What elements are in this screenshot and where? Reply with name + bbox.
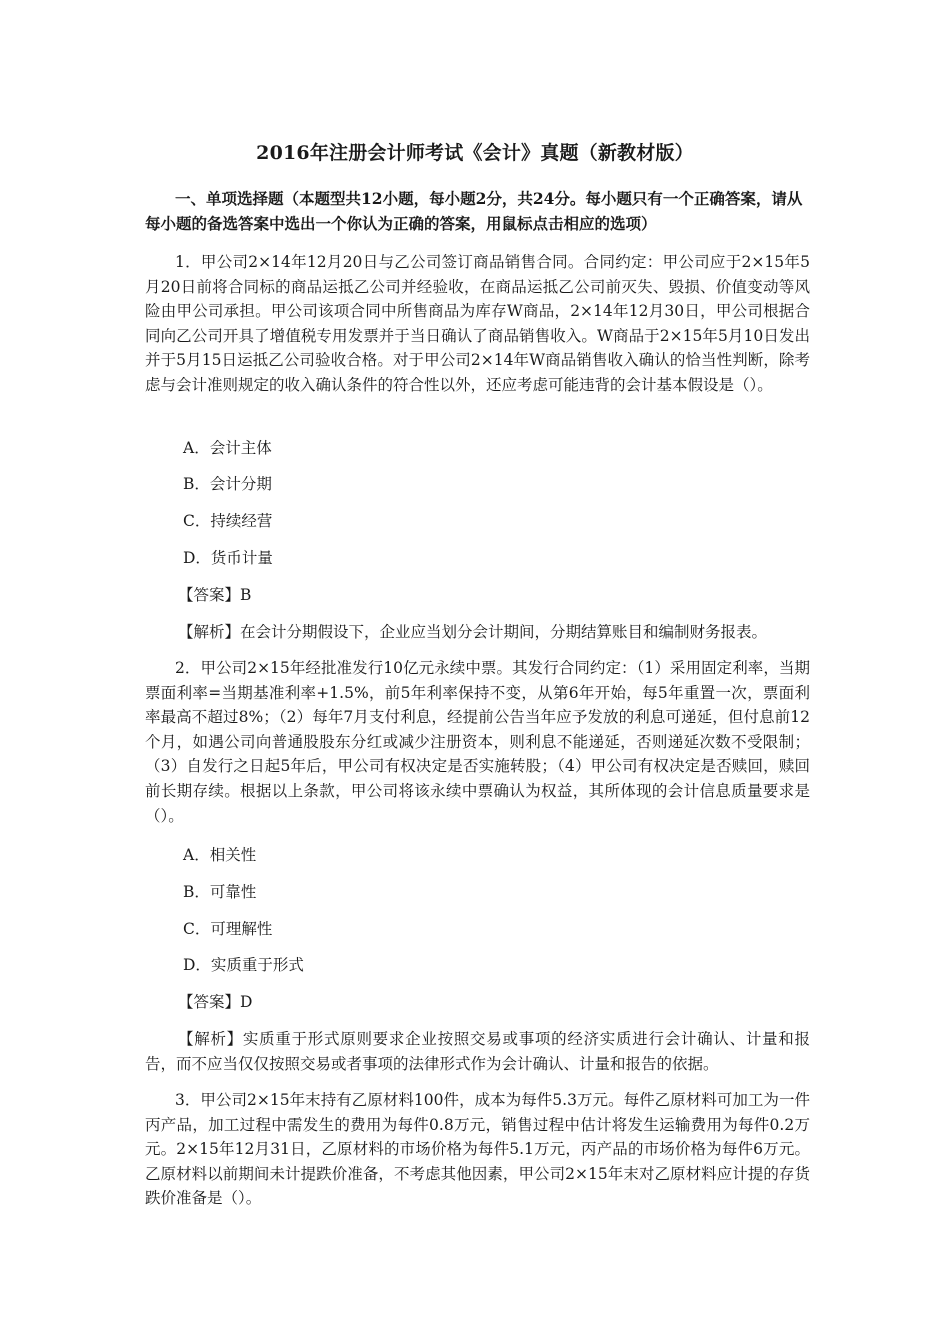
question-1-option-a: A．会计主体 (183, 439, 272, 457)
question-3-stem: 3．甲公司2×15年末持有乙原材料100件，成本为每件5.3万元。每件乙原材料可加工为一件丙产品，加工过程中需发生的费用为每件0.8万元，销售过程中估计将发生运输费用为每件0.2万元。2×15年12月31日，乙原材料的市场价格为每件5.1万元，丙产品的市场价格为每件6万元。乙原材料以前期间未计提跌价准备，不考虑其他因素，甲公司2×15年末对乙原材料应计提的存货跌价准备是（）。 (145, 1091, 810, 1208)
question-2-stem: 2．甲公司2×15年经批准发行10亿元永续中票。其发行合同约定：（1）采用固定利率，当期票面利率=当期基准利率+1.5%，前5年利率保持不变，从第6年开始，每5年重置一次，票面利率最高不超过8%；（2）每年7月支付利息，经提前公告当年应予发放的利息可递延，但付息前12个月，如遇公司向普通股股东分红或减少注册资本，则利息不能递延，否则递延次数不受限制；（3）自发行之日起5年后，甲公司有权决定是否实施转股；（4）甲公司有权决定是否赎回，赎回前长期存续。根据以上条款，甲公司将该永续中票确认为权益，其所体现的会计信息质量要求是（）。 (145, 659, 810, 825)
question-2-option-b: B．可靠性 (183, 883, 257, 901)
document-title: 2016年注册会计师考试《会计》真题（新教材版） (256, 142, 694, 164)
question-1-stem: 1．甲公司2×14年12月20日与乙公司签订商品销售合同。合同约定：甲公司应于2×15年5月20日前将合同标的商品运抵乙公司并经验收，在商品运抵乙公司前灭失、毁损、价值变动等风险由甲公司承担。甲公司该项合同中所售商品为库存W商品，2×14年12月30日，甲公司根据合同向乙公司开具了增值税专用发票并于当日确认了商品销售收入。W商品于2×15年5月10日发出并于5月15日运抵乙公司验收合格。对于甲公司2×14年W商品销售收入确认的恰当性判断，除考虑与会计准则规定的收入确认条件的符合性以外，还应考虑可能违背的会计基本假设是（）。 (145, 253, 810, 394)
question-1-analysis: 【解析】在会计分期假设下，企业应当划分会计期间，分期结算账目和编制财务报表。 (178, 623, 768, 641)
question-2-option-a: A．相关性 (183, 846, 257, 864)
section-heading: 一、单项选择题（本题型共12小题，每小题2分，共24分。每小题只有一个正确答案，请从每小题的备选答案中选出一个你认为正确的答案，用鼠标点击相应的选项） (145, 189, 803, 233)
question-2-option-d: D．实质重于形式 (183, 956, 304, 974)
question-1-answer: 【答案】B (178, 586, 252, 604)
question-2-analysis: 【解析】实质重于形式原则要求企业按照交易或事项的经济实质进行会计确认、计量和报告，而不应当仅仅按照交易或者事项的法律形式作为会计确认、计量和报告的依据。 (145, 1030, 810, 1073)
question-1-option-c: C．持续经营 (183, 512, 273, 530)
question-1-option-d: D．货币计量 (183, 549, 273, 567)
question-2-answer: 【答案】D (178, 993, 253, 1011)
question-1-option-b: B．会计分期 (183, 475, 272, 493)
question-2-option-c: C．可理解性 (183, 920, 273, 938)
